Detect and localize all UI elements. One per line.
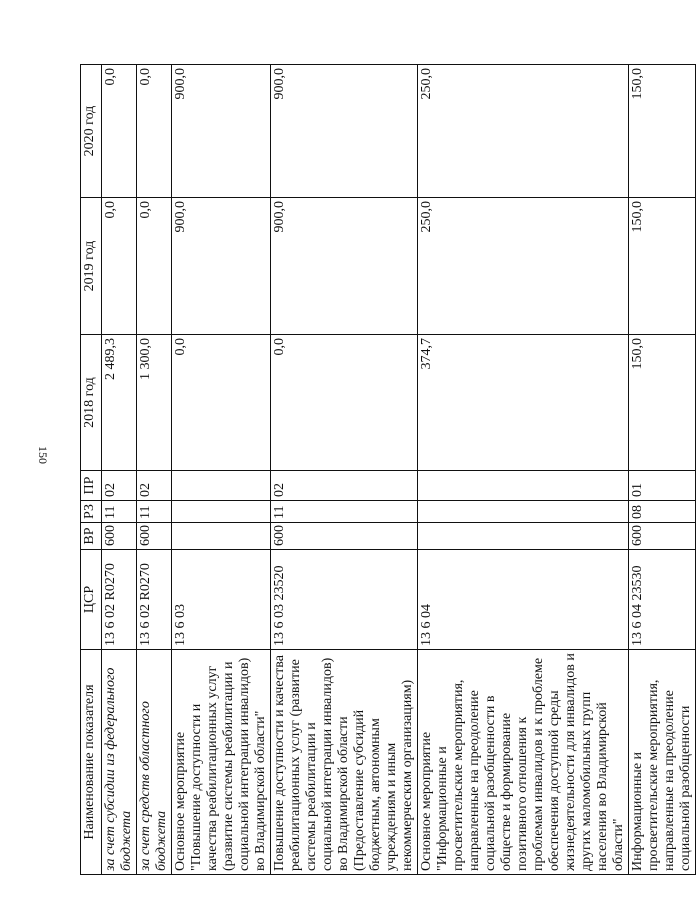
row-vr: 600 (137, 523, 172, 550)
table-row (629, 65, 696, 875)
row-rz: 08 (629, 501, 696, 523)
row-name: за счет субсидии из федерального бюджета (102, 650, 137, 875)
row-pr: 02 (271, 471, 418, 501)
row-pr (418, 471, 629, 501)
row-2019: 250,0 (418, 198, 629, 335)
row-name: Информационные и просветительские мероприятия, направленные на преодоление социальной разобщенности (629, 650, 696, 875)
row-name: Основное мероприятие "Повышение доступности и качества реабилитационных услуг (развитие системы реабилитации и социальной интеграции инвалидов) во Владимирской области" (172, 650, 271, 875)
row-name: Основное мероприятие "Информационные и просветительские мероприятия, направленные на преодоление социальной разобщенности в обществе и формирование позитивного отношения к проблемам инвалидов и к проблеме обеспечения доступной среды жизнедеятельности для инвалидов и других маломобильных групп населения во Владимирской области" (418, 650, 629, 875)
budget-table (80, 64, 696, 875)
row-pr (172, 471, 271, 501)
header-name: Наименование показателя (81, 650, 102, 875)
row-2018: 2 489,3 (102, 335, 137, 471)
row-2020: 900,0 (271, 65, 418, 198)
table-row (172, 65, 271, 875)
row-vr (172, 523, 271, 550)
row-2018: 374,7 (418, 335, 629, 471)
row-2019: 900,0 (172, 198, 271, 335)
table-row (137, 65, 172, 875)
page-number: 150 (36, 446, 50, 464)
row-name: Повышение доступности и качества реабилитационных услуг (развитие системы реабилитации и социальной интеграции инвалидов) во Владимирской области (Предоставление субсидий бюджетным, автономным учреждениям и иным некоммерческим организациям) (271, 650, 418, 875)
row-name: за счет средств областного бюджета (137, 650, 172, 875)
row-2018: 1 300,0 (137, 335, 172, 471)
header-2018: 2018 год (81, 335, 102, 471)
row-2019: 900,0 (271, 198, 418, 335)
header-2020: 2020 год (81, 65, 102, 198)
row-csr: 13 6 02 R0270 (137, 550, 172, 650)
header-vr: ВР (81, 523, 102, 550)
table-row (102, 65, 137, 875)
row-2018: 0,0 (172, 335, 271, 471)
row-csr: 13 6 04 (418, 550, 629, 650)
row-pr: 02 (102, 471, 137, 501)
row-csr: 13 6 03 23520 (271, 550, 418, 650)
row-2018: 150,0 (629, 335, 696, 471)
row-2020: 0,0 (137, 65, 172, 198)
row-2020: 900,0 (172, 65, 271, 198)
row-2020: 0,0 (102, 65, 137, 198)
row-rz: 11 (271, 501, 418, 523)
table-row (271, 65, 418, 875)
row-2019: 0,0 (137, 198, 172, 335)
header-csr: ЦСР (81, 550, 102, 650)
header-2019: 2019 год (81, 198, 102, 335)
row-vr (418, 523, 629, 550)
row-pr: 02 (137, 471, 172, 501)
row-2020: 250,0 (418, 65, 629, 198)
row-csr: 13 6 02 R0270 (102, 550, 137, 650)
row-vr: 600 (102, 523, 137, 550)
row-2019: 0,0 (102, 198, 137, 335)
row-rz: 11 (102, 501, 137, 523)
row-2018: 0,0 (271, 335, 418, 471)
row-csr: 13 6 03 (172, 550, 271, 650)
table-row (418, 65, 629, 875)
table-header-row (81, 65, 102, 875)
budget-table-sheet (80, 65, 693, 875)
row-rz (172, 501, 271, 523)
row-2020: 150,0 (629, 65, 696, 198)
row-vr: 600 (629, 523, 696, 550)
header-rz: РЗ (81, 501, 102, 523)
header-pr: ПР (81, 471, 102, 501)
row-rz (418, 501, 629, 523)
row-2019: 150,0 (629, 198, 696, 335)
row-pr: 01 (629, 471, 696, 501)
row-vr: 600 (271, 523, 418, 550)
row-csr: 13 6 04 23530 (629, 550, 696, 650)
row-rz: 11 (137, 501, 172, 523)
